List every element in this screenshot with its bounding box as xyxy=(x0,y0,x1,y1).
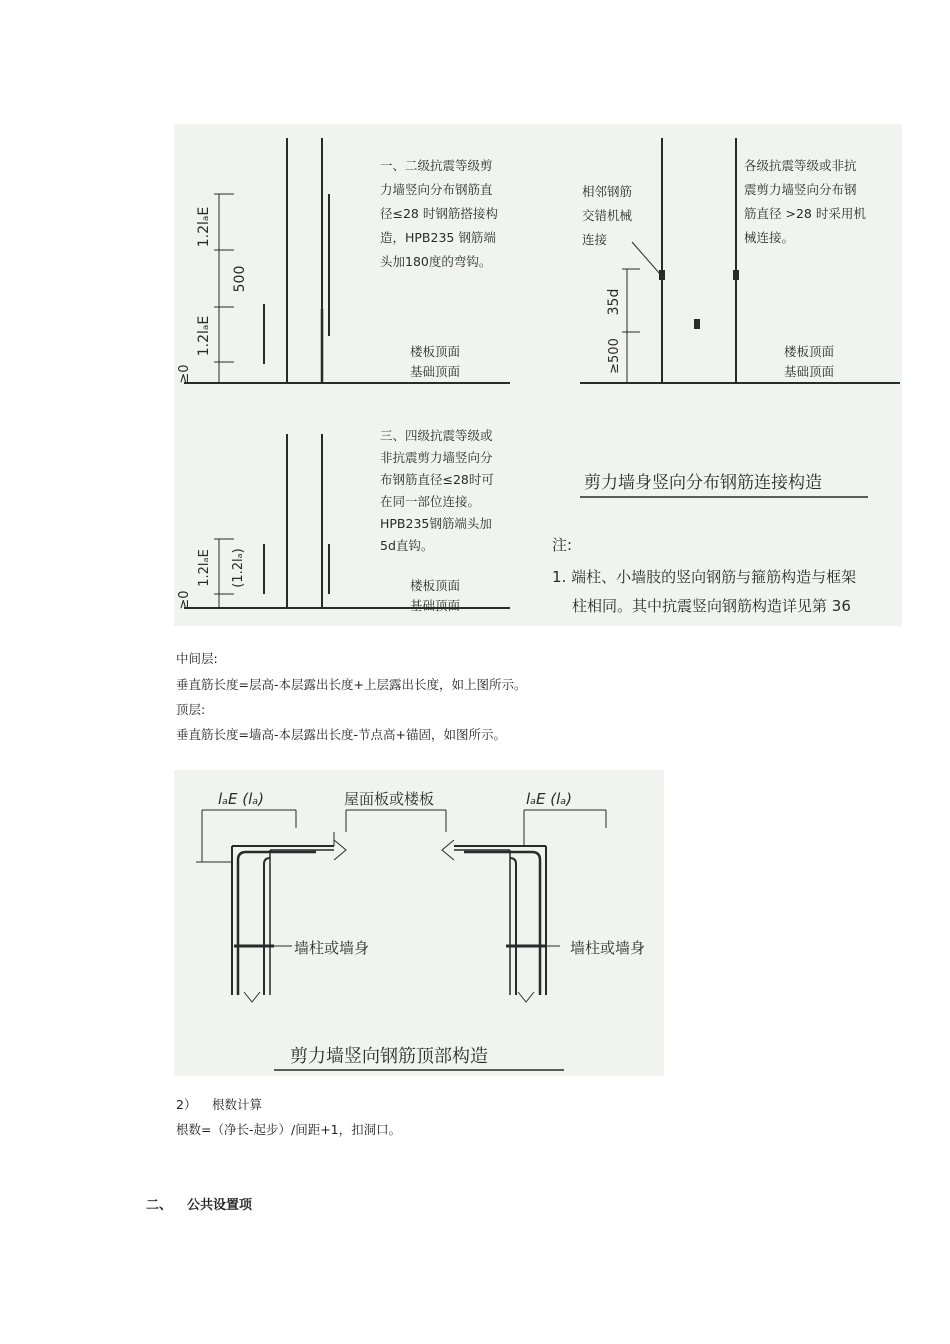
panel-c-foundation-label: 基础顶面 xyxy=(410,598,461,613)
figure1-note-line1: 1. 端柱、小墙肢的竖向钢筋与箍筋构造与框架 xyxy=(552,568,857,586)
rebar-connection-figure xyxy=(174,124,902,626)
count-heading: 根数计算 xyxy=(212,1097,263,1112)
panel-a-note: 一、二级抗震等级剪 力墙竖向分布钢筋直 径≤28 时钢筋搭接构 造，HPB235 钢筋端 头加180度的弯钩。 xyxy=(380,158,498,269)
panel-c-dim-left: 1.2lₐE xyxy=(197,549,212,587)
panel-a-dim-mid: 500 xyxy=(232,265,248,293)
panel-c-dim-zero: ≥0 xyxy=(177,590,192,610)
middle-layer-label: 中间层: xyxy=(176,651,218,666)
figure1-title: 剪力墙身竖向分布钢筋连接构造 xyxy=(584,473,822,493)
figure1-note-head: 注: xyxy=(552,536,573,554)
middle-layer-formula: 垂直筋长度=层高-本层露出长度+上层露出长度，如上图所示。 xyxy=(176,677,527,692)
panel-b-dim-upper: 35d xyxy=(606,288,622,316)
figure2-title: 剪力墙竖向钢筋顶部构造 xyxy=(290,1046,488,1067)
right-dimension-label: lₐE (lₐ) xyxy=(526,790,573,808)
count-formula: 根数=（净长-起步）/间距+1，扣洞口。 xyxy=(176,1122,402,1137)
panel-a-dim-lower: 1.2lₐE xyxy=(196,315,212,357)
panel-b-drawing xyxy=(580,138,900,383)
section-title: 公共设置项 xyxy=(187,1198,253,1213)
count-number: 2） xyxy=(176,1097,197,1112)
panel-c-note: 三、四级抗震等级或 非抗震剪力墙竖向分 布钢筋直径≤28时可 在同一部位连接。 HPB235钢筋端头加 5d直钩。 xyxy=(380,428,494,553)
slab-label: 屋面板或楼板 xyxy=(344,790,435,808)
panel-a-foundation-label: 基础顶面 xyxy=(410,364,461,379)
panel-a-floor-label: 楼板顶面 xyxy=(410,344,461,359)
panel-b-note: 各级抗震等级或非抗 震剪力墙竖向分布钢 筋直径 >28 时采用机 械连接。 xyxy=(744,158,866,245)
panel-a-dim-upper: 1.2lₐE xyxy=(196,206,212,248)
panel-b-foundation-label: 基础顶面 xyxy=(784,364,835,379)
panel-b-dim-lower: ≥500 xyxy=(607,338,622,374)
left-dimension-label: lₐE (lₐ) xyxy=(218,790,265,808)
panel-b-floor-label: 楼板顶面 xyxy=(784,344,835,359)
left-top-detail xyxy=(196,810,346,1002)
panel-b-adjacent-note: 相邻钢筋 交错机械 连接 xyxy=(582,184,633,247)
section-number: 二、 xyxy=(146,1198,173,1213)
panel-c-floor-label: 楼板顶面 xyxy=(410,578,461,593)
panel-a-dim-zero: ≥0 xyxy=(177,364,192,384)
figure1-note-line2: 柱相同。其中抗震竖向钢筋构造详见第 36 xyxy=(572,597,851,615)
wall-label-right: 墙柱或墙身 xyxy=(570,939,646,957)
wall-label-left: 墙柱或墙身 xyxy=(294,939,370,957)
rebar-top-figure xyxy=(174,770,664,1076)
top-layer-formula: 垂直筋长度=墙高-本层露出长度-节点高+锚固，如图所示。 xyxy=(176,727,506,742)
panel-c-dim-right: (1.2lₐ) xyxy=(231,548,246,588)
right-top-detail xyxy=(346,810,606,1002)
panel-a-drawing xyxy=(177,138,510,384)
panel-c-drawing xyxy=(177,428,510,613)
top-layer-label: 顶层: xyxy=(176,702,206,717)
